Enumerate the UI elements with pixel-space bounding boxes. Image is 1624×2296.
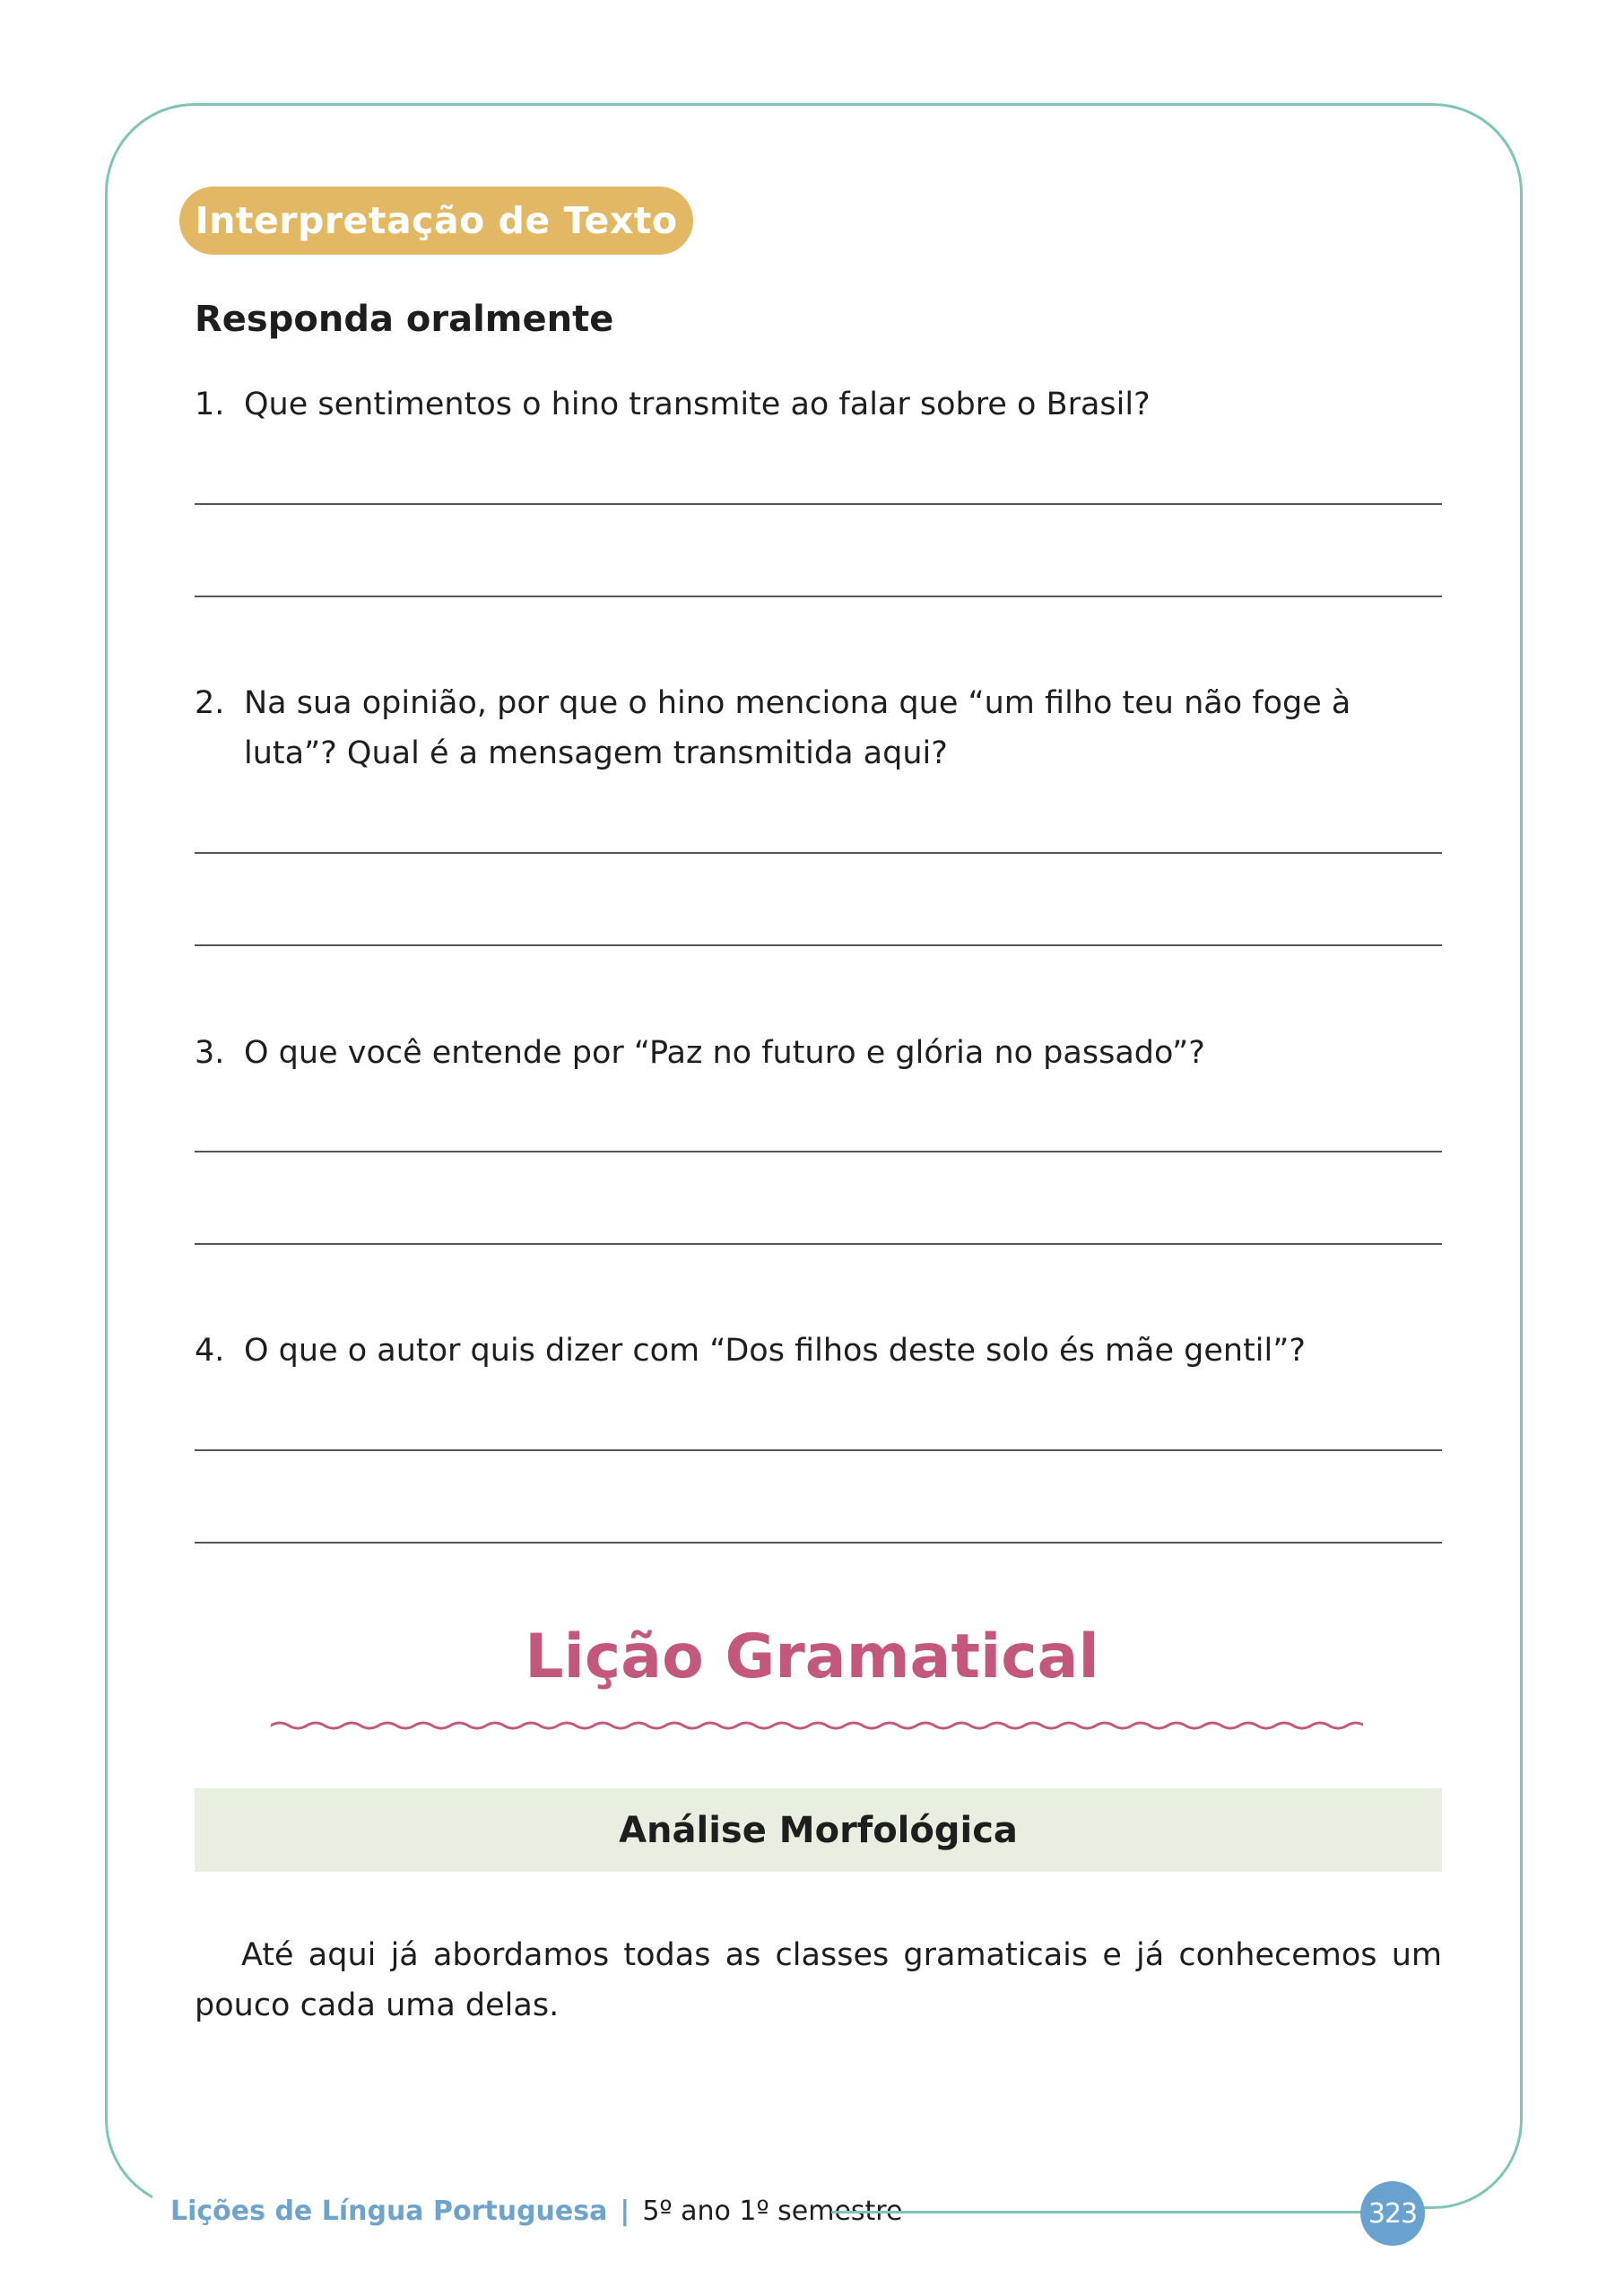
question-text: O que o autor quis dizer com “Dos filhos deste solo és mãe gentil”? [244,1333,1306,1369]
answer-line[interactable] [195,503,1442,505]
answer-line[interactable] [195,1449,1442,1451]
answer-line[interactable] [195,1243,1442,1245]
page-number: 323 [1360,2181,1425,2246]
answer-line[interactable] [195,944,1442,946]
answer-line[interactable] [195,852,1442,854]
footer-rule [831,2211,1366,2213]
question-number: 4. [195,1333,225,1369]
lesson-title: Lição Gramatical [525,1622,1099,1692]
question-1 [195,379,1441,430]
question-text: Na sua opinião, por que o hino menciona que “um filho teu não foge à luta”? Qual é a mensagem transmitida aqui? [244,685,1351,771]
answer-line[interactable] [195,1542,1442,1544]
question-text: O que você entende por “Paz no futuro e glória no passado”? [244,1035,1205,1071]
question-3 [195,1028,1441,1078]
lesson-subtitle: Análise Morfológica [619,1809,1018,1851]
question-text: Que sentimentos o hino transmite ao falar sobre o Brasil? [244,387,1151,422]
wavy-divider-icon [271,1715,1363,1736]
footer-separator: | [620,2195,630,2227]
section-label: Interpretação de Texto [179,187,693,255]
question-4 [195,1326,1441,1376]
page-footer [170,2188,902,2233]
answer-line[interactable] [195,1151,1442,1152]
question-number: 1. [195,387,225,422]
footer-book-title: Lições de Língua Portuguesa [170,2195,608,2227]
subheading: Responda oralmente [195,299,614,340]
question-number: 2. [195,685,225,721]
answer-line[interactable] [195,596,1442,597]
lesson-subtitle-band [195,1788,1442,1872]
question-2 [195,678,1441,778]
footer-grade: 5º ano 1º semestre [642,2195,903,2227]
lesson-paragraph: Até aqui já abordamos todas as classes gramaticais e já conhecemos um pouco cada uma delas. [195,1937,1442,2023]
question-number: 3. [195,1035,225,1071]
